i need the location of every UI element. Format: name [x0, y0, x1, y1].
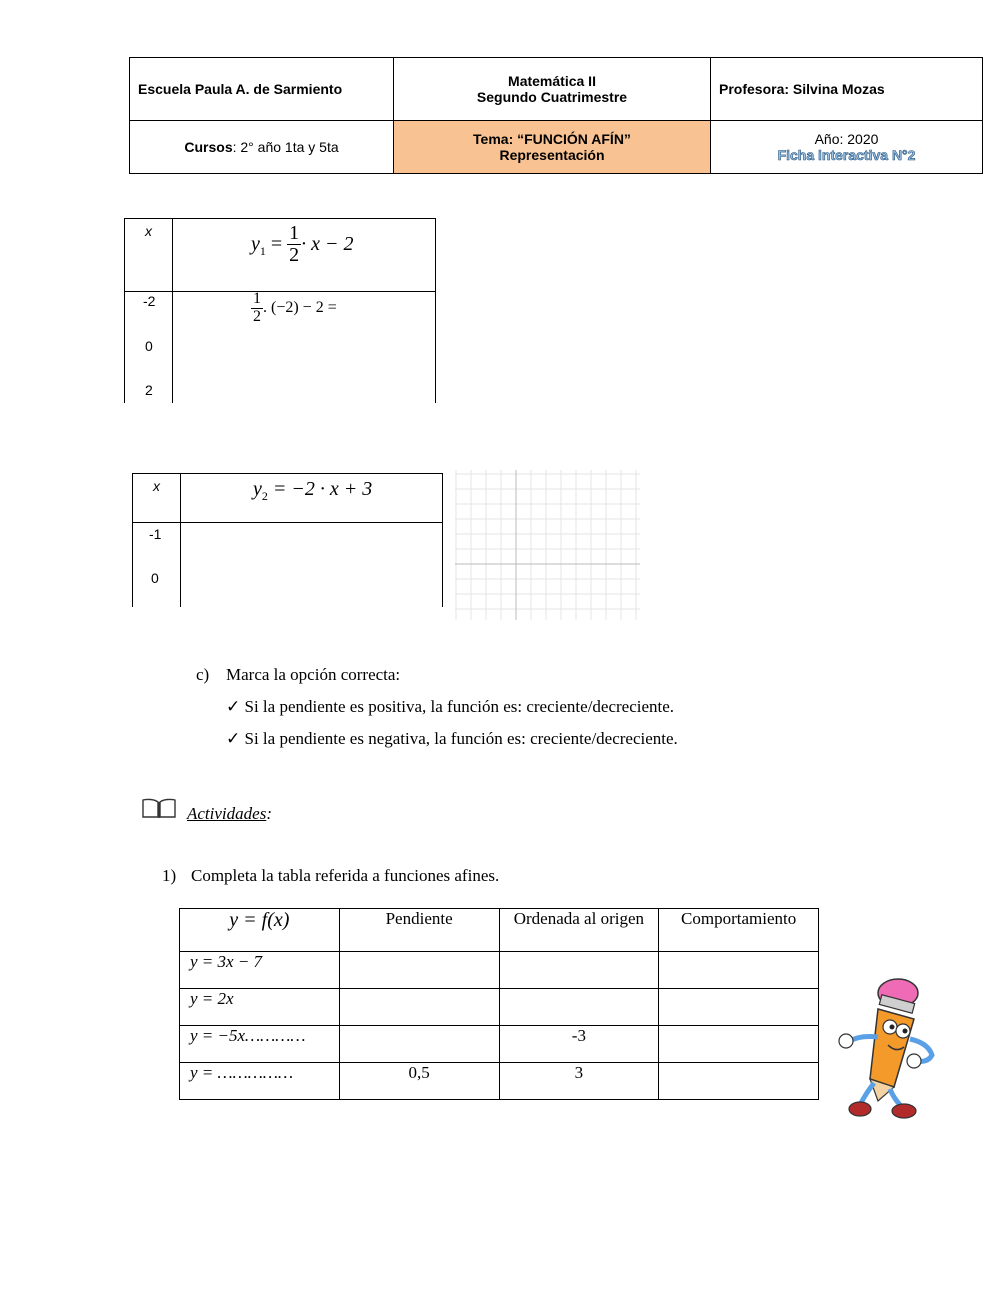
intercept-cell: 3	[499, 1063, 659, 1100]
topic-sub: Representación	[499, 147, 605, 163]
function-cell: y = 3x − 7	[180, 952, 340, 989]
intercept-cell: -3	[499, 1026, 659, 1063]
header-slope: Pendiente	[339, 909, 499, 952]
subject-cell	[394, 58, 711, 121]
behavior-cell[interactable]	[659, 952, 819, 989]
courses-cell	[130, 121, 394, 174]
intercept-cell[interactable]	[499, 952, 659, 989]
coordinate-grid-icon	[455, 470, 640, 620]
slope-cell[interactable]	[339, 952, 499, 989]
book-icon	[141, 796, 177, 820]
year: Año: 2020	[814, 131, 879, 147]
topic-cell	[394, 121, 711, 174]
calc-rest: . (−2) − 2 =	[263, 298, 337, 316]
question-c-label: c)	[196, 665, 210, 684]
option-text: Si la pendiente es negativa, la función es: creciente/decreciente.	[244, 729, 678, 748]
teacher: Profesora: Silvina Mozas	[711, 58, 983, 121]
header-behavior: Comportamiento	[659, 909, 819, 952]
behavior-cell[interactable]	[659, 989, 819, 1026]
affine-functions-table	[179, 908, 819, 1100]
calc-expression	[251, 291, 337, 326]
x-value: 0	[145, 338, 153, 354]
x-value: -2	[143, 293, 156, 309]
function-cell[interactable]: y = ……………	[180, 1063, 340, 1100]
intercept-cell[interactable]	[499, 989, 659, 1026]
behavior-cell[interactable]	[659, 1063, 819, 1100]
x-value: 2	[145, 382, 153, 398]
option-text: Si la pendiente es positiva, la función es: creciente/decreciente.	[244, 697, 675, 716]
equals: =	[265, 232, 288, 255]
y-symbol: y	[251, 232, 260, 255]
task-text: Completa la tabla referida a funciones afines.	[191, 866, 500, 885]
calc-fraction: $\frac{1}{2}$	[253, 290, 261, 325]
behavior-cell[interactable]	[659, 1026, 819, 1063]
fraction-half: $\frac{1}{2}$	[289, 222, 300, 266]
function-y2	[253, 478, 372, 504]
y-subscript: 1	[259, 243, 266, 258]
x-value: 0	[151, 570, 159, 586]
courses-value: : 2° año 1ta y 5ta	[232, 139, 339, 155]
option-item	[226, 697, 674, 717]
x-value: -1	[149, 526, 162, 542]
sheet-title: Ficha interactiva N°2	[777, 147, 916, 163]
task-number: 1)	[162, 866, 177, 885]
activities-title: Actividades	[187, 804, 267, 823]
x-header: x	[145, 223, 152, 239]
year-cell	[711, 121, 983, 174]
courses-label: Cursos	[184, 139, 233, 155]
option-item	[226, 729, 678, 749]
slope-cell[interactable]	[339, 989, 499, 1026]
x-header: x	[153, 478, 160, 494]
table-row	[180, 1063, 819, 1100]
school-name: Escuela Paula A. de Sarmiento	[130, 58, 394, 121]
y-subscript: 2	[261, 489, 268, 503]
function-rest: · x − 2	[301, 232, 354, 255]
header-table	[129, 57, 983, 174]
subject: Matemática II	[508, 73, 596, 89]
table-row	[180, 952, 819, 989]
check-icon: ✓	[226, 729, 241, 748]
table-row	[180, 1026, 819, 1063]
check-icon: ✓	[226, 697, 241, 716]
function-y1	[251, 223, 354, 266]
header-function: y = f(x)	[180, 909, 340, 952]
question-c-title: Marca la opción correcta:	[226, 665, 401, 684]
function-cell: y = 2x	[180, 989, 340, 1026]
y-symbol: y	[253, 478, 262, 500]
values-table-1	[124, 218, 436, 403]
table-row	[180, 989, 819, 1026]
values-table-2	[132, 473, 443, 607]
function-rest: = −2 · x + 3	[267, 478, 373, 500]
topic: Tema: “FUNCIÓN AFÍN”	[473, 131, 631, 147]
term: Segundo Cuatrimestre	[476, 89, 628, 105]
pencil-mascot-icon	[832, 975, 942, 1125]
activities-heading: Actividades:	[187, 804, 272, 823]
function-cell[interactable]: y = −5x…………	[180, 1026, 340, 1063]
slope-cell: 0,5	[339, 1063, 499, 1100]
slope-cell[interactable]	[339, 1026, 499, 1063]
header-intercept: Ordenada al origen	[499, 909, 659, 952]
